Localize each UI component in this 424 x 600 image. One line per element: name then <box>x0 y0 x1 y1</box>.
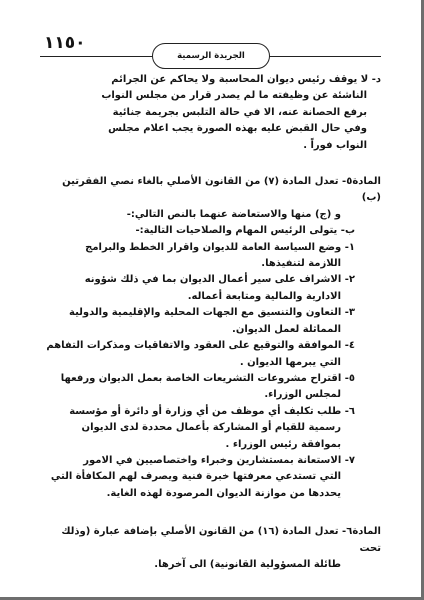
item-line: ٢- الاشراف على سير أعمال الديوان بما في ذلك شؤونه <box>84 274 355 286</box>
article-5 <box>40 174 381 502</box>
item-line: بموافقة رئيس الوزراء . <box>225 438 341 450</box>
spacer <box>40 502 381 524</box>
article-5-sub-b: ب- يتولى الرئيس المهام والصلاحيات التالية:- <box>135 225 355 237</box>
article-5-line: المادة٥- تعدل المادة (٧) من القانون الأصلي بالغاء نصي الفقرتين (ب) <box>62 176 381 204</box>
article-5-item <box>40 240 381 273</box>
item-d-line: د- لا يوقف رئيس ديوان المحاسبة ولا يحاكم عن الجرائم <box>111 74 381 85</box>
item-line: اللازمة لتنفيذها. <box>261 258 341 270</box>
article-5-item <box>40 371 381 404</box>
article-5-item <box>40 453 381 502</box>
article-6 <box>40 524 381 573</box>
item-d-line: النواب فوراً . <box>303 139 367 151</box>
item-line: التي يبرمها الديوان . <box>239 356 341 368</box>
item-line: لمجلس الوزراء. <box>264 389 341 401</box>
article-6-line: طائلة المسؤولية القانونية) الى آخرها. <box>154 558 341 570</box>
item-line: الادارية والمالية ومتابعة أعماله. <box>187 290 341 302</box>
item-d-line: برفع الحصانة عنه، الا في حالة التلبس بجريمة جنائية <box>112 106 367 118</box>
page-number: ١١٥٠ <box>44 33 86 53</box>
article-5-line: و (ج) منها والاستعاضة عنهما بالنص التالي:- <box>126 208 341 220</box>
item-d-line: الناشئة عن وظيفته ما لم يصدر قرار من مجلس النواب <box>101 90 367 102</box>
item-line: المماثلة لعمل الديوان. <box>232 323 341 335</box>
journal-name-badge <box>152 43 270 69</box>
item-line: ١- وضع السياسة العامة للديوان واقرار الخطط والبرامج <box>85 241 355 253</box>
item-line: التي تستدعي معرفتها خبرة فنية ويصرف لهم المكافأة التي <box>50 471 341 483</box>
journal-name: الجريدة الرسمية <box>177 51 245 61</box>
item-line: يحددها من موازنة الديوان المرصودة لهذه الغاية. <box>106 487 341 499</box>
article-6-line: المادة٦- تعدل المادة (١٦) من القانون الأصلي بإضافة عبارة (وذلك تحت <box>61 526 381 554</box>
article-5-item <box>40 272 381 305</box>
item-line: رسمية للقيام أو المشاركة بأعمال محددة لدى الديوان <box>81 422 341 434</box>
item-line: ٣- التعاون والتنسيق مع الجهات المحلية والإقليمية والدولية <box>69 307 355 319</box>
item-line: ٧- الاستعانة بمستشارين وخبراء واختصاصيين في الامور <box>83 454 355 466</box>
item-line: ٤- الموافقة والتوقيع على العقود والاتفاقيات ومذكرات التفاهم <box>46 340 355 352</box>
article-5-item <box>40 305 381 338</box>
item-line: ٥- اقتراح مشروعات التشريعات الخاصة بعمل الديوان ورفعها <box>60 372 355 384</box>
item-d <box>40 72 381 154</box>
spacer <box>40 154 381 174</box>
item-line: ٦- طلب تكليف أي موظف من أي وزارة أو دائرة أو مؤسسة <box>69 405 355 417</box>
article-5-item <box>40 338 381 371</box>
item-d-line: وفي حال القبض عليه بهذه الصورة يجب اعلام مجلس <box>108 123 367 135</box>
document-body <box>40 72 381 573</box>
article-5-item <box>40 404 381 453</box>
